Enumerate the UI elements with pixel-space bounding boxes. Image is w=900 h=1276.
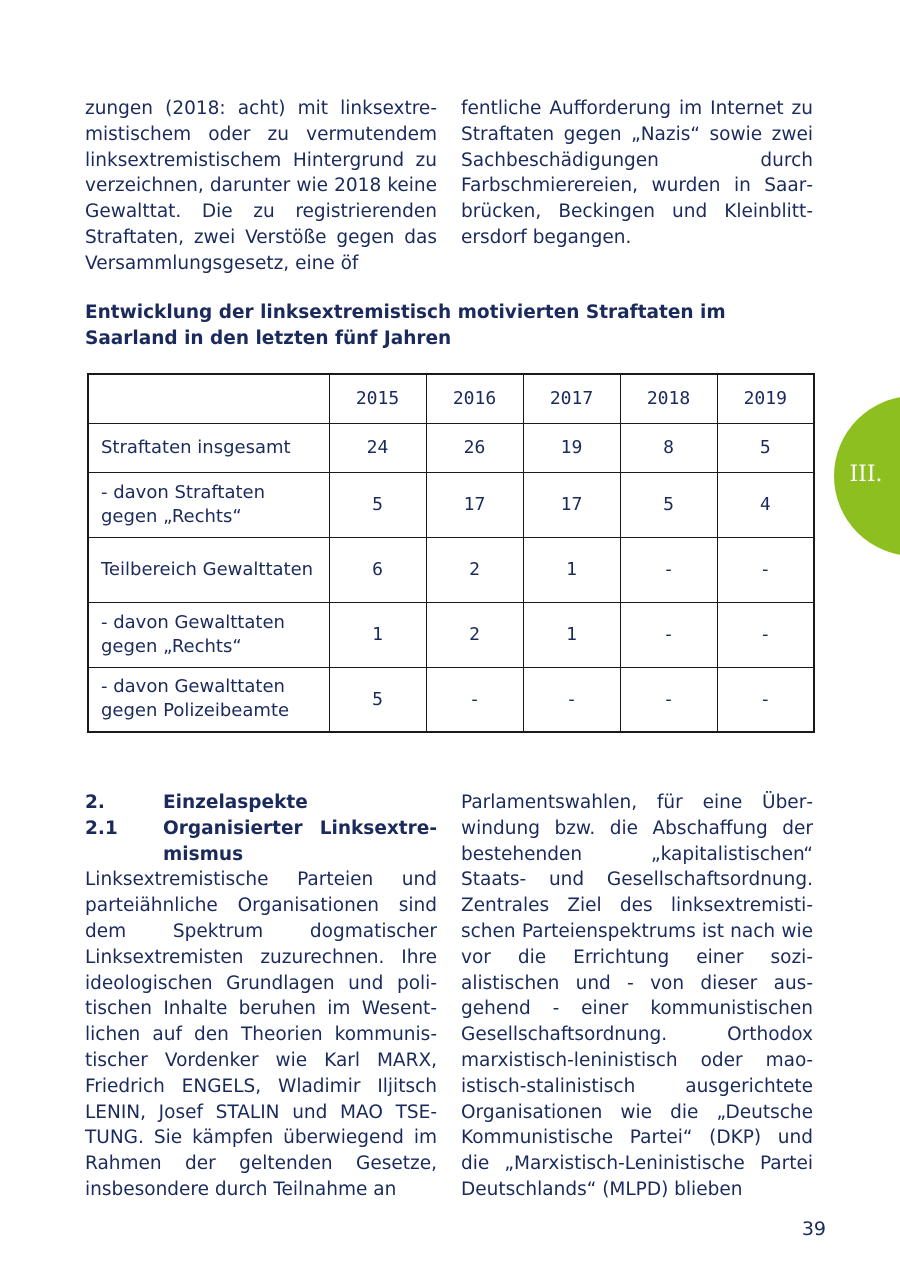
table-cell: 8 [620,423,717,472]
table-cell: 5 [329,472,426,537]
table-cell: - [717,537,814,602]
table-cell: - [426,667,523,732]
table-cell: 1 [523,602,620,667]
row-label: - davon Gewalttaten gegen „Rechts“ [88,602,329,667]
table-cell: - [717,602,814,667]
row-label: - davon Straftaten gegen „Rechts“ [88,472,329,537]
subsection-title: Organisierter Linksextre- [163,817,437,839]
table-heading: Entwicklung der linksextremistisch motivierten Straftaten im Saarland in den letzten fünf Jahren [85,302,726,349]
table-header-cell: 2018 [620,374,717,423]
row-label: Teilbereich Gewalttaten [88,537,329,602]
table-header-cell: 2019 [717,374,814,423]
subsection-heading [85,816,437,842]
bottom-right-column [461,790,813,1203]
table-cell: 24 [329,423,426,472]
row-label: - davon Gewalttaten gegen Polizeibeamte [88,667,329,732]
table-cell: - [717,667,814,732]
table-header-cell: 2016 [426,374,523,423]
top-left-paragraph [85,96,437,277]
top-right-paragraph [461,96,813,251]
table-cell: 4 [717,472,814,537]
table-cell: 26 [426,423,523,472]
row-label: Straftaten insgesamt [88,423,329,472]
statistics-table [87,373,815,733]
table-header-cell [88,374,329,423]
subsection-number: 2.1 [85,817,118,839]
table-row [88,537,814,602]
page-number: 39 [801,1218,826,1240]
table-cell: 6 [329,537,426,602]
table-cell: 1 [329,602,426,667]
table-cell: - [620,602,717,667]
table-cell: 1 [523,537,620,602]
table-cell: 19 [523,423,620,472]
table-cell: 17 [523,472,620,537]
section-title: Einzelaspekte [163,792,308,813]
section-number: 2. [85,792,105,813]
subsection-title-continued: mismus [163,843,244,865]
table-header-cell: 2015 [329,374,426,423]
table-cell: 2 [426,537,523,602]
table-cell: 5 [329,667,426,732]
table-cell: - [620,537,717,602]
table-cell: - [523,667,620,732]
table-row [88,667,814,732]
table-cell: 5 [620,472,717,537]
table-cell: 5 [717,423,814,472]
table-cell: - [620,667,717,732]
table-header-row [88,374,814,423]
section-heading [85,790,437,816]
table-row [88,602,814,667]
table-cell: 2 [426,602,523,667]
table-header-cell: 2017 [523,374,620,423]
bottom-left-text: Linksextremistische Parteien und parteiähnliche Organisationen sind dem Spektrum dogmatischer Linksextremisten zuzurechnen. Ihre ideologischen Grundlagen und politischen Inhalte beruhen im Wesentlichen auf den Theorien kommunistischer Vordenker wie Karl MARX, Friedrich ENGELS, Wladimir Iljitsch LENIN, Josef STALIN und MAO TSE-TUNG. Sie kämpfen überwiegend im Rahmen der geltenden Gesetze, insbesondere durch Teilnahme an [85,869,437,1200]
bottom-left-column [85,790,437,1203]
table-cell: 17 [426,472,523,537]
bottom-right-text: Parlamentswahlen, für eine Überwindung bzw. die Abschaffung der bestehenden „kapitalistischen“ Staats- und Gesellschaftsordnung. Zentrales Ziel des linksextremistischen Parteienspektrums ist nach wie vor die Errichtung einer sozialistischen und - von dieser ausgehend - einer kommunistischen Gesellschaftsordnung. Orthodox marxistisch-leninistisch oder maoistisch-stalinistisch ausgerichtete Organisationen wie die „Deutsche Kommunistische Partei“ (DKP) und die „Marxistisch-Leninistische Partei Deutschlands“ (MLPD) blieben [461,792,813,1200]
chapter-tab-label: III. [849,462,883,487]
top-right-text: fentliche Aufforderung im Internet zu Straftaten gegen „Nazis“ sowie zwei Sachbeschädigungen durch Farbschmierereien, wurden in Saarbrücken, Beckingen und Kleinblittersdorf begangen. [461,98,813,248]
top-left-text: zungen (2018: acht) mit linksextremistischem oder zu vermutendem linksextremistischem Hintergrund zu verzeichnen, darunter wie 2018 keine Gewalttat. Die zu registrierenden Straftaten, zwei Verstöße gegen das Versammlungsgesetz, eine öf [85,98,437,274]
table-row [88,423,814,472]
table-row [88,472,814,537]
